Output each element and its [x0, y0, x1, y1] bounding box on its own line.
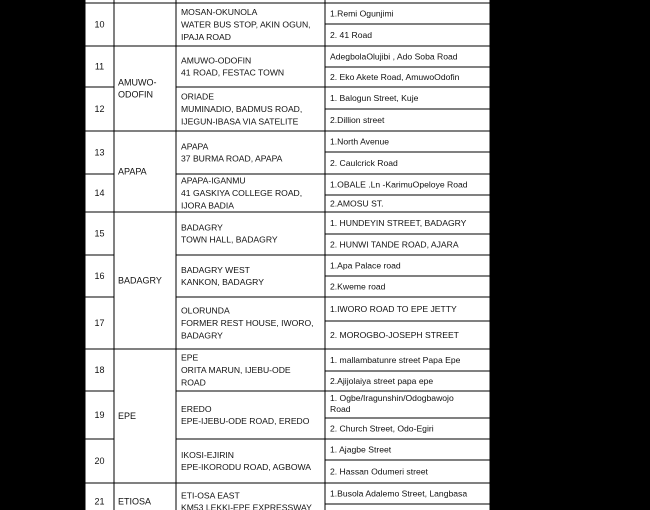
- road-split-line: [325, 152, 490, 153]
- row-number: 21: [94, 496, 105, 507]
- center-address-line: ROAD: [181, 377, 206, 388]
- row-number: 10: [94, 19, 105, 30]
- row-border: [85, 87, 114, 88]
- row-number: 12: [94, 104, 105, 114]
- road-entry-2: 2. 41 Road: [330, 30, 373, 40]
- road-split-line: [325, 67, 490, 68]
- road-entry-1-cont: Road: [330, 404, 351, 414]
- row-number: 11: [94, 61, 105, 72]
- row-number: 19: [94, 410, 105, 420]
- road-split-line: [325, 234, 490, 235]
- row-border: [85, 391, 114, 392]
- center-address-line: BADAGRY WEST: [181, 264, 250, 275]
- road-entry-1: 1. Ajagbe Street: [330, 444, 392, 455]
- row-border: [176, 391, 490, 392]
- road-entry-2: 2.AMOSU ST.: [330, 198, 384, 209]
- center-address-line: 37 BURMA ROAD, APAPA: [181, 153, 283, 164]
- road-entry-2: 2.Kweme road: [330, 281, 386, 292]
- road-entry-2: 2. Church Street, Odo-Egiri: [330, 423, 434, 434]
- row-border: [85, 349, 490, 350]
- road-split-line: [325, 195, 490, 196]
- road-entry-1: 1. Balogun Street, Kuje: [330, 93, 419, 103]
- road-entry-2: 2. Hassan Odumeri street: [330, 466, 428, 477]
- lga-name: ETIOSA: [118, 496, 152, 507]
- road-entry-1: 1.OBALE .Ln -KarimuOpeloye Road: [330, 179, 468, 190]
- center-address-line: AMUWO-ODOFIN: [181, 55, 252, 66]
- center-address-line: IJORA BADIA: [181, 200, 235, 211]
- road-entry-1: 1.Apa Palace road: [330, 260, 401, 271]
- center-address-line: EPE-IJEBU-ODE ROAD, EREDO: [181, 416, 310, 427]
- row-number: 20: [94, 456, 105, 466]
- row-border: [176, 255, 490, 256]
- road-split-line: [325, 460, 490, 461]
- center-address-line: MOSAN-OKUNOLA: [181, 7, 258, 18]
- row-border: [85, 46, 490, 47]
- center-address-line: IPAJA ROAD: [181, 31, 231, 42]
- center-address-line: 41 ROAD, FESTAC TOWN: [181, 67, 285, 78]
- road-split-line: [325, 371, 490, 372]
- road-split-line: [325, 24, 490, 25]
- road-entry-1: 1.North Avenue: [330, 136, 390, 147]
- road-entry-1: 1.Busola Adalemo Street, Langbasa: [330, 488, 468, 499]
- row-border: [85, 212, 490, 213]
- road-split-line: [325, 321, 490, 322]
- road-entry-2: 2. HUNWI TANDE ROAD, AJARA: [330, 239, 459, 250]
- row-border: [85, 255, 114, 256]
- center-address-line: MUMINADIO, BADMUS ROAD,: [181, 104, 303, 114]
- row-number: 18: [94, 365, 105, 375]
- row-border: [85, 174, 114, 175]
- lga-name: ODOFIN: [118, 89, 153, 100]
- road-entry-1: 1. mallambatunre street Papa Epe: [330, 355, 461, 365]
- center-address-line: ORIADE: [181, 91, 214, 102]
- center-address-line: APAPA: [181, 141, 209, 152]
- center-address-line: EREDO: [181, 403, 212, 414]
- center-address-line: EPE-IKORODU ROAD, AGBOWA: [181, 462, 312, 473]
- row-number: 13: [94, 147, 105, 158]
- road-entry-2: 2. MOROGBO-JOSEPH STREET: [330, 330, 459, 340]
- row-number: 14: [94, 188, 105, 198]
- center-address-line: OLORUNDA: [181, 305, 230, 316]
- row-border: [85, 439, 114, 440]
- row-number: 16: [94, 271, 105, 281]
- column-border: [85, 0, 86, 510]
- road-entry-1: 1.Remi Ogunjimi: [330, 8, 394, 19]
- lga-name: BADAGRY: [118, 275, 162, 286]
- center-address-line: ORITA MARUN, IJEBU-ODE: [181, 365, 291, 375]
- lga-name: APAPA: [118, 166, 147, 177]
- center-address-line: APAPA-IGANMU: [181, 175, 246, 186]
- center-address-line: BADAGRY: [181, 330, 223, 341]
- road-entry-2: 2. Eko Akete Road, AmuwoOdofin: [330, 72, 460, 82]
- center-address-line: WATER BUS STOP, AKIN OGUN,: [181, 19, 311, 30]
- center-address-line: IKOSI-EJIRIN: [181, 449, 235, 460]
- road-entry-2: 2. Caulcrick Road: [330, 158, 398, 168]
- column-border: [176, 0, 177, 510]
- road-split-line: [325, 276, 490, 277]
- row-border: [85, 297, 114, 298]
- column-border: [325, 0, 326, 510]
- road-entry-2: 2.Dillion street: [330, 115, 385, 125]
- road-entry-1: 1. HUNDEYIN STREET, BADAGRY: [330, 218, 467, 228]
- center-address-line: BADAGRY: [181, 222, 223, 233]
- center-address-line: EPE: [181, 352, 199, 363]
- road-split-line: [325, 418, 490, 419]
- lga-name: AMUWO-: [118, 77, 157, 88]
- row-border: [114, 3, 176, 4]
- column-border: [490, 0, 491, 510]
- center-address-line: KM53 LEKKI-EPE EXPRESSWAY: [181, 502, 312, 510]
- row-border: [176, 87, 490, 88]
- road-split-line: [325, 109, 490, 110]
- row-border: [176, 174, 490, 175]
- row-border: [85, 131, 490, 132]
- row-border: [176, 439, 490, 440]
- center-address-line: KANKON, BADAGRY: [181, 277, 264, 288]
- road-entry-1: 1. Ogbe/Iragunshin/Odogbawojo: [330, 393, 454, 403]
- row-border: [85, 483, 490, 484]
- row-number: 15: [94, 228, 105, 239]
- center-address-line: FORMER REST HOUSE, IWORO,: [181, 318, 314, 328]
- road-split-line: [325, 504, 490, 505]
- column-border: [114, 0, 115, 510]
- road-entry-1: 1.IWORO ROAD TO EPE JETTY: [330, 304, 457, 314]
- center-address-line: IJEGUN-IBASA VIA SATELITE: [181, 116, 299, 127]
- row-border: [176, 297, 490, 298]
- row-number: 17: [94, 318, 105, 328]
- center-address-line: TOWN HALL, BADAGRY: [181, 234, 278, 245]
- lga-name: EPE: [118, 411, 137, 421]
- center-address-line: ETI-OSA EAST: [181, 490, 240, 501]
- road-entry-1: AdegbolaOlujibi , Ado Soba Road: [330, 51, 458, 62]
- road-entry-2: 2.Ajijolaiya street papa epe: [330, 376, 434, 386]
- center-address-line: 41 GASKIYA COLLEGE ROAD,: [181, 188, 303, 198]
